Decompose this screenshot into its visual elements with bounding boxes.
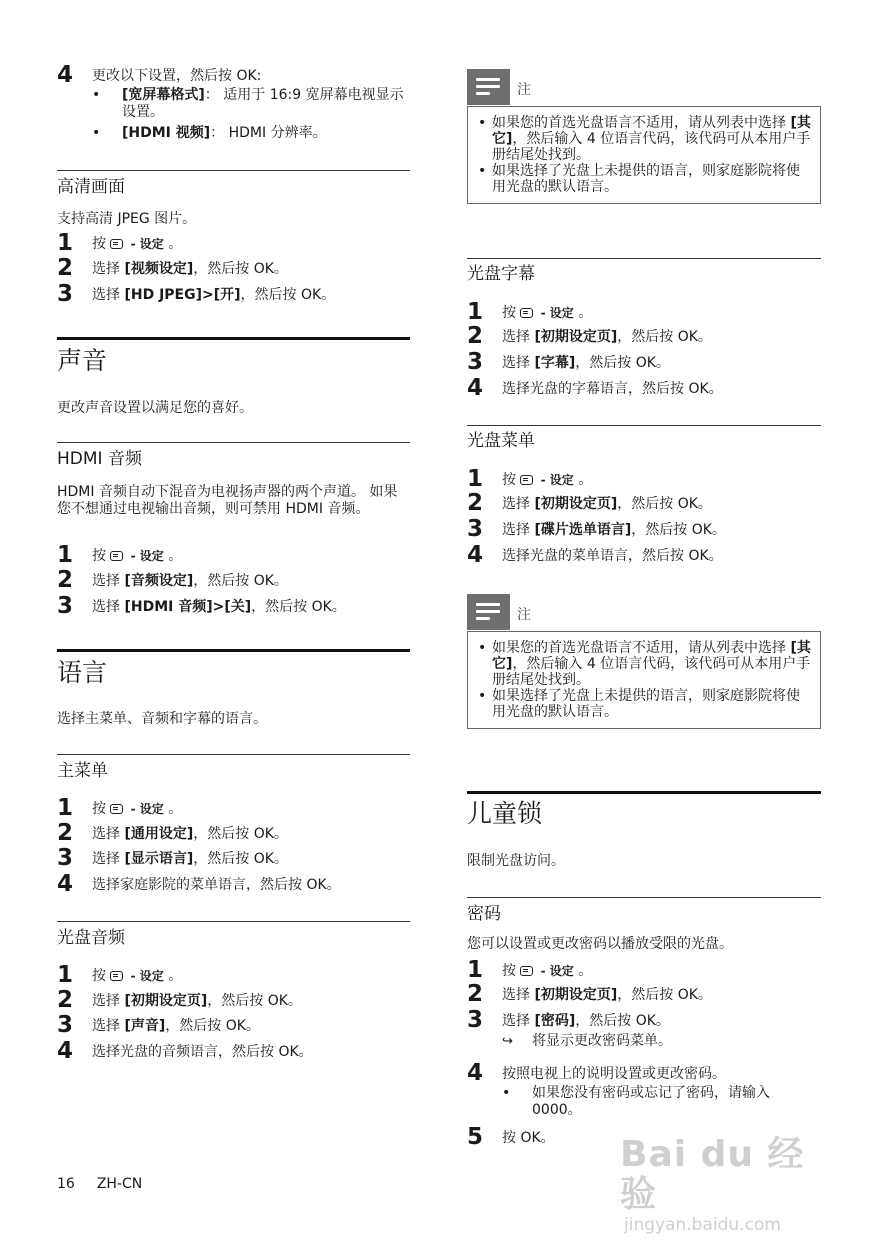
step: 3 选择 [声音]，然后按 OK。 [57, 1012, 260, 1038]
note-box [467, 594, 821, 729]
chapter-title-child-lock: 儿童锁 [467, 799, 543, 828]
step-result: ↪ 将显示更改密码菜单。 [502, 1033, 672, 1049]
step: 5 按 OK。 [467, 1124, 555, 1150]
section-title-disc-menu: 光盘菜单 [467, 431, 535, 451]
step: 2 选择 [初期设定页]，然后按 OK。 [467, 323, 712, 349]
step: 3 选择 [显示语言]，然后按 OK。 [57, 845, 288, 871]
step: 3 选择 [密码]，然后按 OK。 [467, 1007, 670, 1033]
chapter-divider [57, 337, 410, 340]
section-divider [57, 921, 410, 922]
step-text: 更改以下设置，然后按 [92, 68, 237, 84]
step: 4 选择光盘的音频语言，然后按 OK。 [57, 1038, 313, 1064]
section-divider [57, 754, 410, 755]
step: 2 选择 [视频设定]，然后按 OK。 [57, 255, 288, 281]
section-title-disc-subtitle: 光盘字幕 [467, 264, 535, 284]
chapter-title-sound: 声音 [57, 346, 108, 375]
result-arrow-icon: ↪ [502, 1034, 513, 1049]
step: 2 选择 [初期设定页]，然后按 OK。 [57, 987, 302, 1013]
language-code: ZH-CN [96, 1176, 143, 1192]
list-item: • 如果您没有密码或忘记了密码，请输入 0000。 [502, 1085, 770, 1118]
bullet-dot: • [92, 87, 101, 103]
step: 2 选择 [初期设定页]，然后按 OK。 [467, 490, 712, 516]
step: 1 按 - 设定 。 [467, 299, 593, 325]
chapter-intro: 更改声音设置以满足您的喜好。 [57, 400, 253, 416]
step: 3 选择 [碟片选单语言]，然后按 OK。 [467, 516, 726, 542]
section-divider [57, 170, 410, 171]
step: 1 按 - 设定 。 [57, 962, 183, 988]
menu-icon [110, 239, 123, 249]
section-intro: 您可以设置或更改密码以播放受限的光盘。 [467, 936, 733, 952]
step: 4 选择家庭影院的菜单语言，然后按 OK。 [57, 871, 341, 897]
step: 1 按 - 设定 。 [57, 795, 183, 821]
step: 2 选择 [初期设定页]，然后按 OK。 [467, 981, 712, 1007]
note-item: • 如果选择了光盘上未提供的语言，则家庭影院将使用光盘的默认语言。 [478, 163, 800, 195]
menu-icon [520, 966, 533, 976]
note-label: 注 [517, 607, 531, 623]
step: 3 选择 [字幕]，然后按 OK。 [467, 349, 670, 375]
step-number: 4 [57, 62, 74, 88]
step: 3 选择 [HD JPEG]>[开]，然后按 OK。 [57, 281, 336, 307]
section-divider [467, 258, 821, 259]
chapter-divider [467, 791, 821, 794]
menu-icon [520, 475, 533, 485]
page-number: 16 [57, 1176, 75, 1192]
section-intro: HDMI 音频自动下混音为电视扬声器的两个声道。 如果您不想通过电视输出音频，则可禁用 HDMI 音频。 [57, 484, 398, 517]
chapter-title-language: 语言 [57, 658, 108, 687]
section-title-hdmi-audio: HDMI 音频 [57, 449, 142, 469]
step: 4 按照电视上的说明设置或更改密码。 [467, 1060, 726, 1086]
step: 4 选择光盘的菜单语言，然后按 OK。 [467, 542, 723, 568]
note-item: • 如果您的首选光盘语言不适用，请从列表中选择 [其它]，然后输入 4 位语言代码，该代码可从本用户手册结尾处找到。 [478, 115, 811, 163]
step: 3 选择 [HDMI 音频]>[关]，然后按 OK。 [57, 593, 346, 619]
watermark-logo: Bai du 经验 [620, 1134, 805, 1215]
chapter-intro: 选择主菜单、音频和字幕的语言。 [57, 711, 267, 727]
note-icon [467, 594, 510, 630]
menu-icon [520, 308, 533, 318]
section-title-hd: 高清画面 [57, 177, 125, 197]
note-item: • 如果您的首选光盘语言不适用，请从列表中选择 [其它]，然后输入 4 位语言代码，该代码可从本用户手册结尾处找到。 [478, 640, 811, 688]
option-list [92, 87, 410, 142]
menu-icon [110, 551, 123, 561]
list-item: • [宽屏幕格式]： 适用于 16:9 宽屏幕电视显示设置。 [92, 87, 404, 120]
section-title-password: 密码 [467, 904, 501, 924]
step-ok: OK: [236, 68, 262, 84]
chapter-divider [57, 649, 410, 652]
section-title-main-menu: 主菜单 [57, 761, 108, 781]
section-divider [57, 442, 410, 443]
bullet-dot: • [92, 125, 101, 141]
baidu-watermark [620, 1134, 820, 1235]
watermark-url: jingyan.baidu.com [624, 1215, 781, 1235]
step: 1 按 - 设定 。 [467, 957, 593, 983]
step: 1 按 - 设定 。 [57, 230, 183, 256]
page-footer [57, 1176, 142, 1192]
note-label: 注 [517, 82, 531, 98]
step: 2 选择 [音频设定]，然后按 OK。 [57, 567, 288, 593]
step: 4 选择光盘的字幕语言，然后按 OK。 [467, 375, 723, 401]
note-box [467, 69, 821, 204]
section-divider [467, 897, 821, 898]
chapter-intro: 限制光盘访问。 [467, 853, 565, 869]
list-item: • [HDMI 视频]： HDMI 分辨率。 [92, 125, 327, 141]
step-4-change-settings [57, 62, 410, 88]
note-icon [467, 69, 510, 105]
section-intro: 支持高清 JPEG 图片。 [57, 211, 197, 227]
section-title-disc-audio: 光盘音频 [57, 928, 125, 948]
step: 1 按 - 设定 。 [57, 542, 183, 568]
step: 1 按 - 设定 。 [467, 466, 593, 492]
section-divider [467, 425, 821, 426]
menu-icon [110, 804, 123, 814]
menu-icon [110, 971, 123, 981]
note-item: • 如果选择了光盘上未提供的语言，则家庭影院将使用光盘的默认语言。 [478, 688, 800, 720]
step: 2 选择 [通用设定]，然后按 OK。 [57, 820, 288, 846]
